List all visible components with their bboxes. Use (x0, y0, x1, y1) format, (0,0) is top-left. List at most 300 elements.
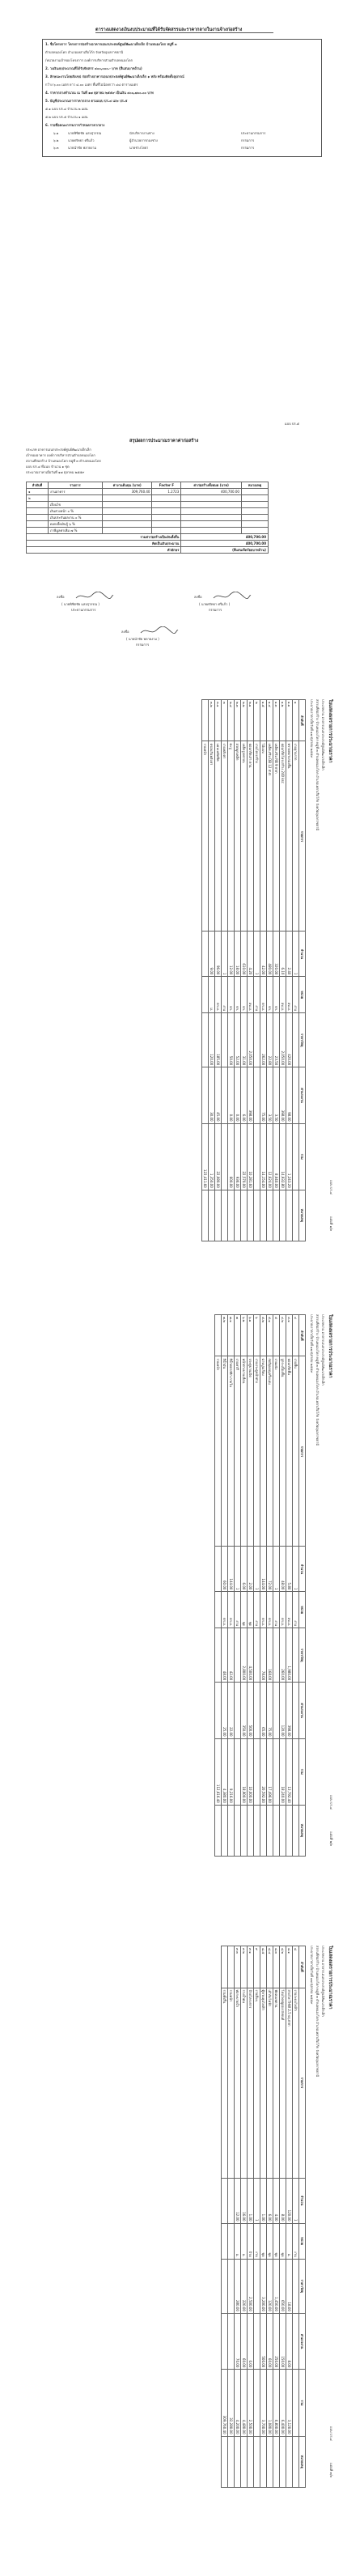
table-cell: 1,350.00 (209, 1123, 215, 1190)
table-cell: ชุด (280, 2223, 286, 2259)
table-cell: 398.00 (286, 1683, 293, 1738)
page-label: แผ่นที่ ๒/๓ (329, 1831, 333, 1847)
table-cell (215, 1805, 222, 1856)
table-row (273, 1315, 280, 1857)
table-cell: 3,120.00 (286, 2370, 293, 2436)
table-cell: งานหลังคา (222, 741, 228, 932)
table-row (241, 700, 248, 1241)
committee-name: นายศรัทธา ศรีแก้ว (68, 138, 95, 142)
table-cell (27, 528, 49, 534)
table-row (27, 515, 269, 521)
table-cell (202, 1013, 209, 1067)
table-cell: 0.00 (248, 2313, 254, 2369)
table-cell: ทรายหยาบรองพื้น (286, 741, 293, 932)
table-cell (102, 528, 152, 534)
table-cell: 309,760.40 (102, 489, 152, 495)
table-cell: 1,450.00 (273, 2259, 280, 2313)
table-cell: ๓.๒ (209, 700, 215, 741)
table-cell: ภาษีมูลค่าเพิ่ม ๗ % (48, 528, 102, 534)
table-row (27, 521, 269, 528)
meta-line: ประเภท อาคารเอนกประสงค์ศูนย์พัฒนาเด็กเล็ก (26, 448, 91, 452)
table-cell (293, 1123, 299, 1190)
table-cell: 2,500.00 (248, 2259, 254, 2313)
table-cell (228, 2223, 235, 2259)
rotated-page-subtitle: ประมาณราคาเมื่อวันที่ ๑๗ ตุลาคม ๒๕๕๙ (310, 1946, 314, 2005)
table-cell: ไม้แบบ (260, 741, 267, 932)
table-cell (248, 1190, 254, 1241)
table-cell (222, 2313, 228, 2369)
table-row (280, 700, 286, 1241)
table-cell: เงินประกันผลงาน ๐ % (48, 515, 102, 521)
table-cell: เต้ารับไฟฟ้า (267, 1988, 273, 2178)
table-cell: 280.00 (235, 2259, 241, 2313)
table-cell: ๑.๔ (267, 700, 273, 741)
committee-role: ประธานกรรมการ (241, 131, 266, 135)
table-cell (215, 1315, 222, 1356)
table-cell: 600.00 (228, 1123, 235, 1190)
meta-line: ประมาณราคาเมื่อวันที่ ๑๗ ตุลาคม ๒๕๕๙ (26, 470, 85, 474)
table-cell: ๑.๓ (273, 700, 280, 741)
table-cell (273, 1190, 280, 1241)
summary-row (27, 547, 269, 554)
table-cell: 75.00 (260, 1067, 267, 1123)
header-cell: รายการ (48, 482, 102, 489)
table-row (254, 1946, 260, 2488)
table-cell: แผ่นเมทัลชีท (215, 741, 222, 932)
table-cell: ปูกระเบื้องพื้น (280, 1356, 286, 1547)
table-cell (248, 1805, 254, 1856)
table-cell (254, 1013, 260, 1067)
table-cell (280, 2436, 286, 2487)
table-row (215, 700, 222, 1241)
table-row (267, 1946, 273, 2488)
table-cell (293, 1067, 299, 1123)
table-cell: งานผนัง (273, 1356, 280, 1547)
table-row (222, 1946, 228, 2488)
committee-no: ๖.๒ (53, 138, 59, 142)
table-cell: คอนกรีตพื้น (286, 1356, 293, 1547)
table-cell: 120.00 (286, 2178, 293, 2223)
table-cell: 70.00 (235, 2313, 241, 2369)
table-cell: คอนกรีตเสา คาน (248, 741, 254, 932)
table-cell: 3.50 (267, 1067, 273, 1123)
table-cell: 4,500.00 (248, 1628, 254, 1683)
table-cell: 18.00 (286, 2259, 293, 2313)
table-cell (254, 2313, 260, 2369)
table-row (228, 1946, 235, 2488)
table-cell: ป้าย (248, 2223, 254, 2259)
table-cell: 1 (293, 1547, 299, 1592)
table-cell: ๕.๑ (267, 1315, 273, 1356)
table-row (260, 1946, 267, 2488)
table-cell (202, 700, 209, 741)
table-cell: ๑ (293, 700, 299, 741)
table-cell: 2,050.00 (248, 1013, 254, 1067)
table-cell (152, 495, 181, 502)
table-cell (215, 1547, 222, 1592)
table-cell (222, 2223, 228, 2259)
table-cell: 31.00 (241, 1013, 248, 1067)
table-cell (293, 1628, 299, 1683)
rotated-table-wrap (221, 1946, 306, 2488)
table-row (27, 508, 269, 515)
table-cell: งาน (293, 1592, 299, 1628)
table-cell (202, 1190, 209, 1241)
committee-role: กรรมการ (241, 146, 255, 150)
table-cell: 2,800.00 (241, 1628, 248, 1683)
table-cell: 12.00 (235, 2178, 241, 2223)
table-row (293, 700, 299, 1241)
table-cell: 260.00 (280, 1628, 286, 1683)
header-cell: ลำดับที่ (27, 482, 49, 489)
table-row (222, 700, 228, 1241)
table-cell: 309,760.40 (222, 2370, 228, 2436)
table-cell: ม. (209, 977, 215, 1013)
rotated-page-title: ใบแสดงผลรายการประมาณราคา (328, 1946, 332, 2009)
rotated-page-title: ใบแสดงผลรายการประมาณราคา (328, 1314, 332, 1378)
table-cell (222, 2259, 228, 2313)
table-cell: งานประตูหน้าต่าง (254, 1356, 260, 1547)
table-cell: งาน (254, 977, 260, 1013)
header-cell: รวม (299, 2370, 306, 2436)
table-cell (152, 515, 181, 521)
summary-label: รวมค่าก่อสร้างเป็นเงินทั้งสิ้น (27, 534, 181, 541)
table-cell: 1 (293, 932, 299, 977)
table-cell: 400,700.00 (181, 489, 242, 495)
rotated-page-title: ใบแสดงผลรายการประมาณราคา (328, 699, 332, 763)
table-cell: ม. (286, 2223, 293, 2259)
table-cell: 8.00 (286, 2313, 293, 2369)
header-cell: ค่าแรงงาน (299, 1683, 306, 1738)
table-cell: ตร.ม. (260, 977, 267, 1013)
table-row (273, 700, 280, 1241)
table-cell: คอนกรีตโครงสร้าง 240 ksc (280, 741, 286, 932)
table-cell: ๒.๔ (228, 700, 235, 741)
table-cell: ลบ.ม. (280, 977, 286, 1013)
table-cell (286, 1805, 293, 1856)
table-cell: 6,800.00 (273, 2370, 280, 2436)
table-cell (228, 2313, 235, 2369)
table-cell: ๘.๒ (280, 1946, 286, 1988)
header-row (299, 1946, 306, 2488)
table-cell: ๒.๓ (235, 700, 241, 741)
table-cell (241, 515, 268, 521)
table-cell: 5.80 (286, 1547, 293, 1592)
table-cell (222, 1013, 228, 1067)
table-cell: 45.00 (215, 1067, 222, 1123)
table-cell: 2,500.00 (248, 2370, 254, 2436)
table-cell (286, 1190, 293, 1241)
table-cell: 1 (254, 932, 260, 977)
signature-role: กรรมการ (136, 643, 150, 647)
table-row (267, 700, 273, 1241)
committee-no: ๖.๓ (53, 146, 59, 150)
table-cell: 1,080.00 (267, 2370, 273, 2436)
header-cell: จำนวน (299, 932, 306, 977)
table-cell: ๗.๒ (222, 1315, 228, 1356)
table-cell: 50.00 (228, 1013, 235, 1067)
table-cell: ๔ (293, 1315, 299, 1356)
rotated-table-wrap (214, 1314, 306, 1857)
table-cell: 3.50 (273, 1067, 280, 1123)
table-cell: 9.00 (209, 932, 215, 977)
rotated-page-inner (37, 1941, 338, 2499)
item-line: 2. วงเงินงบประมาณที่ได้รับจัดสรร ๔๐๐,๐๐๐.- บาท (สี่แสนบาทถ้วน) (45, 66, 142, 70)
table-cell (241, 489, 268, 495)
signature-scribble (74, 592, 115, 600)
table-cell: รวมหน้า (228, 1988, 235, 2178)
table-cell (273, 1683, 280, 1738)
header-cell: ลำดับที่ (299, 1946, 306, 1988)
table-cell: 72.00 (267, 1547, 273, 1592)
item-line: ตำบลหนองโดก อำเภอเหล่าเสือโก้ก จังหวัดอุบลราชธานี (45, 50, 123, 54)
table-cell: งานพื้น (293, 1356, 299, 1547)
rotated-page-subtitle: สถานที่ก่อสร้าง บ้านหนองโดก หมู่ที่ ๓ ตำบลหนองโดก อำเภอเหล่าเสือโก้ก จังหวัดอุบลราชธานี (315, 699, 320, 831)
page-label: แผ่นที่ ๑/๓ (329, 1216, 333, 1232)
header-cell: หน่วย (299, 2223, 306, 2259)
table-cell: 4.00 (273, 2178, 280, 2223)
table-cell: ชุด (273, 2223, 280, 2259)
table-cell: 123,411.60 (202, 1123, 209, 1190)
table-cell: 1 (235, 1547, 241, 1592)
table-cell (293, 1013, 299, 1067)
table-row (248, 1315, 254, 1857)
header-cell: ราคาวัสดุ (299, 1628, 306, 1683)
table-cell: งานระบบไฟฟ้า (293, 1988, 299, 2178)
table-cell: 120.00 (209, 1013, 215, 1067)
table-cell: ๖.๑ (248, 1315, 254, 1356)
table-cell: ๑ (27, 489, 49, 495)
table-cell: กก. (273, 977, 280, 1013)
table-row (267, 1315, 273, 1857)
rotated-page (37, 1941, 338, 2499)
table-row (228, 700, 235, 1241)
table-cell: ตร.ม. (222, 1592, 228, 1628)
table-cell: 42.00 (228, 1628, 235, 1683)
table-cell: เหล็กรูปพรรณ (241, 741, 248, 932)
table-cell: ๔.๑ (286, 1315, 293, 1356)
table-cell (241, 502, 268, 508)
table-row (286, 1946, 293, 2488)
table-cell (286, 2436, 293, 2487)
table-cell: 500.00 (248, 1683, 254, 1738)
table-cell: 220.00 (241, 2259, 248, 2313)
table-cell: ๑.๒ (280, 700, 286, 741)
rotated-page (37, 1309, 338, 1868)
committee-role: กรรมการ (241, 138, 255, 142)
summary-value: 400,700.00 (181, 534, 269, 541)
table-cell: เหล็กเสริม RB 9 mm (273, 741, 280, 932)
table-cell: 98.00 (286, 1067, 293, 1123)
signature-prefix: ลงชื่อ (57, 595, 65, 599)
summary-value: 400,700.00 (181, 541, 269, 547)
table-cell: ๘.๓ (273, 1946, 280, 1988)
table-cell: 30.00 (209, 1067, 215, 1123)
form-code: แบบ ปร.๔ (329, 2426, 333, 2441)
table-cell (254, 2436, 260, 2487)
table-cell: ๒ (27, 495, 49, 502)
table-cell (260, 1190, 267, 1241)
table-cell: ๓ (222, 700, 228, 741)
table-cell (228, 1946, 235, 1988)
signature-scribble (139, 626, 180, 634)
table-cell: ตร.ม. (260, 1592, 267, 1628)
header-cell: หน่วย (299, 1592, 306, 1628)
table-cell (222, 1805, 228, 1856)
rotated-page-subtitle: สถานที่ก่อสร้าง บ้านหนองโดก หมู่ที่ ๓ ตำบลหนองโดก อำเภอเหล่าเสือโก้ก จังหวัดอุบลราชธานี (315, 1314, 320, 1446)
table-row (235, 1315, 241, 1857)
table-cell (222, 1946, 228, 1988)
table-row (293, 1315, 299, 1857)
table-cell: รางน้ำฝน (241, 1988, 248, 2178)
table-cell: 4,480.00 (241, 2370, 248, 2436)
table-cell (273, 1628, 280, 1683)
table-cell: ๘.๑ (286, 1946, 293, 1988)
item-line: กว้าง ๖.๐๐ เมตร ยาว ๘.๐๐ เมตร พื้นที่ไม่น้อยกว่า ๔๘ ตารางเมตร (45, 83, 138, 87)
table-cell: ๙ (254, 1946, 260, 1988)
table-cell: 20,592.00 (260, 1738, 267, 1805)
table-cell: ๔.๒ (280, 1315, 286, 1356)
table-cell (102, 521, 152, 528)
header-cell: หมายเหตุ (299, 1805, 306, 1856)
table-cell (181, 515, 242, 521)
table-cell: 60.00 (222, 1547, 228, 1592)
table-row (228, 1315, 235, 1857)
table-cell: ๗ (235, 1315, 241, 1356)
table-cell: 2.40 (286, 932, 293, 977)
table-cell: กก. (235, 977, 241, 1013)
table-cell (181, 495, 242, 502)
item-line: 1. ชื่อโครงการ โครงการก่อสร้างอาคารเอนกประสงค์ศูนย์พัฒนาเด็กเล็ก บ้านหนองโดก หมู่ที่ ๓ (45, 42, 177, 46)
table-cell (222, 2178, 228, 2223)
table-cell: 650.00 (280, 2259, 286, 2313)
form-code: แบบ ปร.๕ (285, 422, 299, 426)
table-cell: 32,280.00 (228, 2370, 235, 2436)
item-line: /หน่วยงานเจ้าของโครงการ องค์การบริหารส่วนตำบลหนองโดก (45, 58, 133, 62)
header-cell: Factor F (152, 482, 181, 489)
signature-name: ( นายพิชิตชัย แสงสุวรรณ ) (61, 602, 99, 606)
table-cell (102, 495, 152, 502)
rotated-page (37, 694, 338, 1253)
table-cell: ชุด (248, 1592, 254, 1628)
table-cell: งานฐานราก (293, 741, 299, 932)
table-cell: 1 (222, 932, 228, 977)
table-cell: 936.00 (235, 1123, 241, 1190)
table-cell: งานทาสี (235, 1356, 241, 1547)
table-cell (235, 1190, 241, 1241)
table-cell (27, 521, 49, 528)
signature-prefix: ลงชื่อ (194, 595, 202, 599)
table-cell (273, 1738, 280, 1805)
table-cell: เหล็กเสริม DB 12 mm (267, 741, 273, 932)
table-cell: 350.00 (241, 1683, 248, 1738)
table-cell: ๙.๑ (248, 1946, 254, 1988)
table-cell (254, 1805, 260, 1856)
header-cell: ราคาวัสดุ (299, 1013, 306, 1067)
summary-grid (26, 482, 269, 554)
table-cell: ๑.๕ (260, 700, 267, 741)
rotated-table (214, 1314, 306, 1857)
table-cell (254, 2259, 260, 2313)
table-cell: 18,240.00 (280, 1738, 286, 1805)
table-row (241, 1946, 248, 2488)
header-cell: หมายเหตุ (299, 2436, 306, 2487)
table-cell: 52.00 (235, 1013, 241, 1067)
table-cell: 96.00 (215, 932, 222, 977)
item-line: ๕.๒ แบบ ปร.๕ จำนวน ๑ แผ่น (45, 115, 88, 119)
table-row (241, 1315, 248, 1857)
item-line: 4. ราคากลางคำนวณ ณ วันที่ ๑๗ ตุลาคม ๒๕๕๙ เป็นเงิน ๔๐๐,๗๐๐.๐๐ บาท (45, 91, 154, 95)
table-cell: 1 (254, 1547, 260, 1592)
table-cell: กก. (228, 977, 235, 1013)
table-cell: ฉาบปูนเรียบ (260, 1356, 267, 1547)
table-cell: 14,154.00 (260, 1123, 267, 1190)
header-row (299, 1315, 306, 1857)
table-cell (235, 1683, 241, 1738)
table-cell (215, 1592, 222, 1628)
table-cell: พัดลมเพดาน (273, 1988, 280, 2178)
table-cell: งาน (222, 977, 228, 1013)
table-cell (152, 521, 181, 528)
table-row (286, 1315, 293, 1857)
header-cell: ลำดับที่ (299, 700, 306, 741)
table-cell (267, 2436, 273, 2487)
table-cell: 6.00 (241, 1547, 248, 1592)
table-cell: 6,400.00 (280, 2370, 286, 2436)
table-cell: งาน (293, 2223, 299, 2259)
table-cell (27, 515, 49, 521)
table-row (215, 1315, 222, 1857)
table-cell: 320.00 (273, 932, 280, 977)
table-cell: ๗.๑ (228, 1315, 235, 1356)
table-cell (280, 1805, 286, 1856)
header-cell: หมายเหตุ (241, 482, 268, 489)
table-cell: 610.00 (241, 932, 248, 977)
table-cell: เงินล่วงหน้า ๐ % (48, 508, 102, 515)
table-cell: ม. (241, 2223, 248, 2259)
table-cell: ตร.ม. (280, 1592, 286, 1628)
committee-position: นักบริหารงานช่าง (129, 131, 154, 135)
table-cell: ลบ.ม. (248, 977, 254, 1013)
table-cell (228, 2259, 235, 2313)
table-cell: 112,616.40 (215, 1738, 222, 1805)
table-cell: 14,932.80 (280, 1123, 286, 1190)
item-line: ๕.๑ แบบ ปร.๔ จำนวน ๒ แผ่น (45, 107, 88, 111)
header-cell: จำนวน (299, 1547, 306, 1592)
table-cell (27, 508, 49, 515)
table-cell (202, 977, 209, 1013)
table-cell: 4,380.00 (222, 1738, 228, 1805)
table-cell (241, 2436, 248, 2487)
table-cell: 16.00 (241, 2178, 248, 2223)
table-cell (228, 2178, 235, 2223)
table-cell (254, 1067, 260, 1123)
table-cell: 1,980.00 (286, 1628, 293, 1683)
table-cell: ลบ.ม. (286, 977, 293, 1013)
meta-line: เจ้าของอาคาร องค์การบริหารส่วนตำบลหนองโดก (26, 453, 95, 457)
summary-value: (สี่แสนเจ็ดร้อยบาทถ้วน) (181, 547, 269, 554)
table-cell: 3,700.00 (260, 2370, 267, 2436)
header-cell: รวม (299, 1123, 306, 1190)
table-cell (241, 508, 268, 515)
table-cell (241, 1805, 248, 1856)
page-1-title: ตารางแสดงวงเงินงบประมาณที่ได้รับจัดสรรและราคากลางในงานจ้างก่อสร้าง (95, 28, 243, 32)
item-line: 5. บัญชีประมาณการราคากลาง ตามแบบ ปร.๔ และ ปร.๕ (45, 99, 128, 103)
rotated-page-inner (37, 694, 338, 1253)
table-cell: 1.00 (248, 2178, 254, 2223)
summary-table (26, 482, 269, 554)
table-row (286, 700, 293, 1241)
